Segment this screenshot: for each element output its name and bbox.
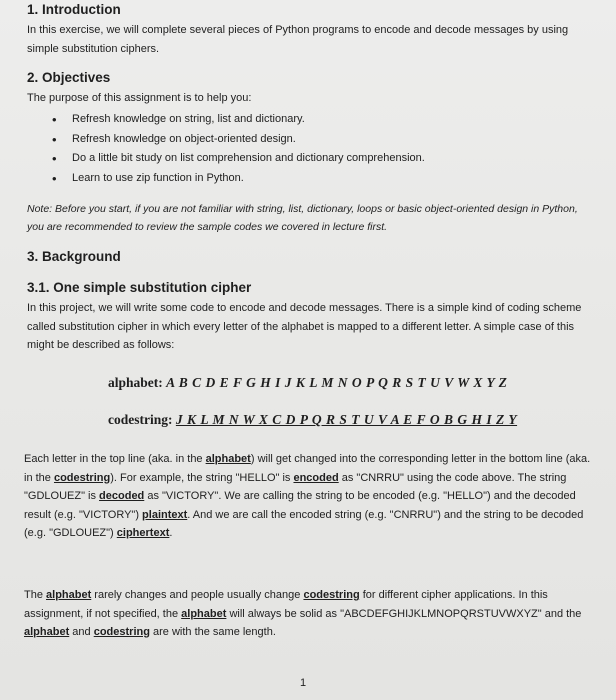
list-item: • Refresh knowledge on object-oriented design. [52,130,425,150]
objectives-intro: The purpose of this assignment is to help you: [27,92,252,104]
alphabet-line [108,375,507,391]
background-para-1: In this project, we will write some code to encode and decode messages. There is a simple kind of coding scheme called substitution cipher in which every letter of the alphabet is mapped to a different letter. A simple case of this might be described as follows: [27,302,582,351]
list-item: • Refresh knowledge on string, list and dictionary. [52,110,425,130]
list-item: • Learn to use zip function in Python. [52,169,425,189]
codestring-label: codestring: [108,412,173,427]
background-para-3: The alphabet rarely changes and people usually change codestring for different cipher applications. In this assignment, if not specified, the alphabet will always be solid as "ABCDEFGHIJKLMNOPQRSTUVWXYZ" and the alphabet and codestring are with the same length. [24,589,582,638]
intro-heading: 1. Introduction [27,2,121,17]
bullet-icon: • [52,131,57,147]
objectives-heading: 2. Objectives [27,70,111,85]
codestring-value: J K L M N W X C D P Q R S T U V A E F O B G H I Z Y [175,412,518,427]
bullet-icon: • [52,151,57,166]
bullet-icon: • [52,170,57,186]
alphabet-label: alphabet: [108,375,163,390]
page-number: 1 [300,677,307,689]
alphabet-value: A B C D E F G H I J K L M N O P Q R S T U V W X Y Z [166,375,508,390]
background-heading: 3. Background [27,249,121,264]
list-item: • Do a little bit study on list comprehension and dictionary comprehension. [52,149,425,169]
codestring-line [108,412,517,428]
background-para-2: Each letter in the top line (aka. in the alphabet) will get changed into the corresponding letter in the bottom line (aka. in the codestring). For example, the string "HELLO" is encoded as "CNRRU" using the code above. The string "GDLOUEZ" is decoded as "VICTORY". We are calling the string to be encoded (e.g. "HELLO") and the decoded result (e.g. "VICTORY") plaintext. And we are call the encoded string (e.g. "CNRRU") and the string to be decoded (e.g. "GDLOUEZ") ciphertext. [24,453,591,539]
objectives-list [52,110,425,188]
bullet-icon: • [52,112,57,127]
note-text: Note: Before you start, if you are not familiar with string, list, dictionary, loops or basic object-oriented design in Python, you are recommended to review the sample codes we covered in lecture first. [27,203,578,233]
subsection-heading: 3.1. One simple substitution cipher [27,280,252,295]
intro-text: In this exercise, we will complete several pieces of Python programs to encode and decode messages by using simple substitution ciphers. [27,24,569,55]
